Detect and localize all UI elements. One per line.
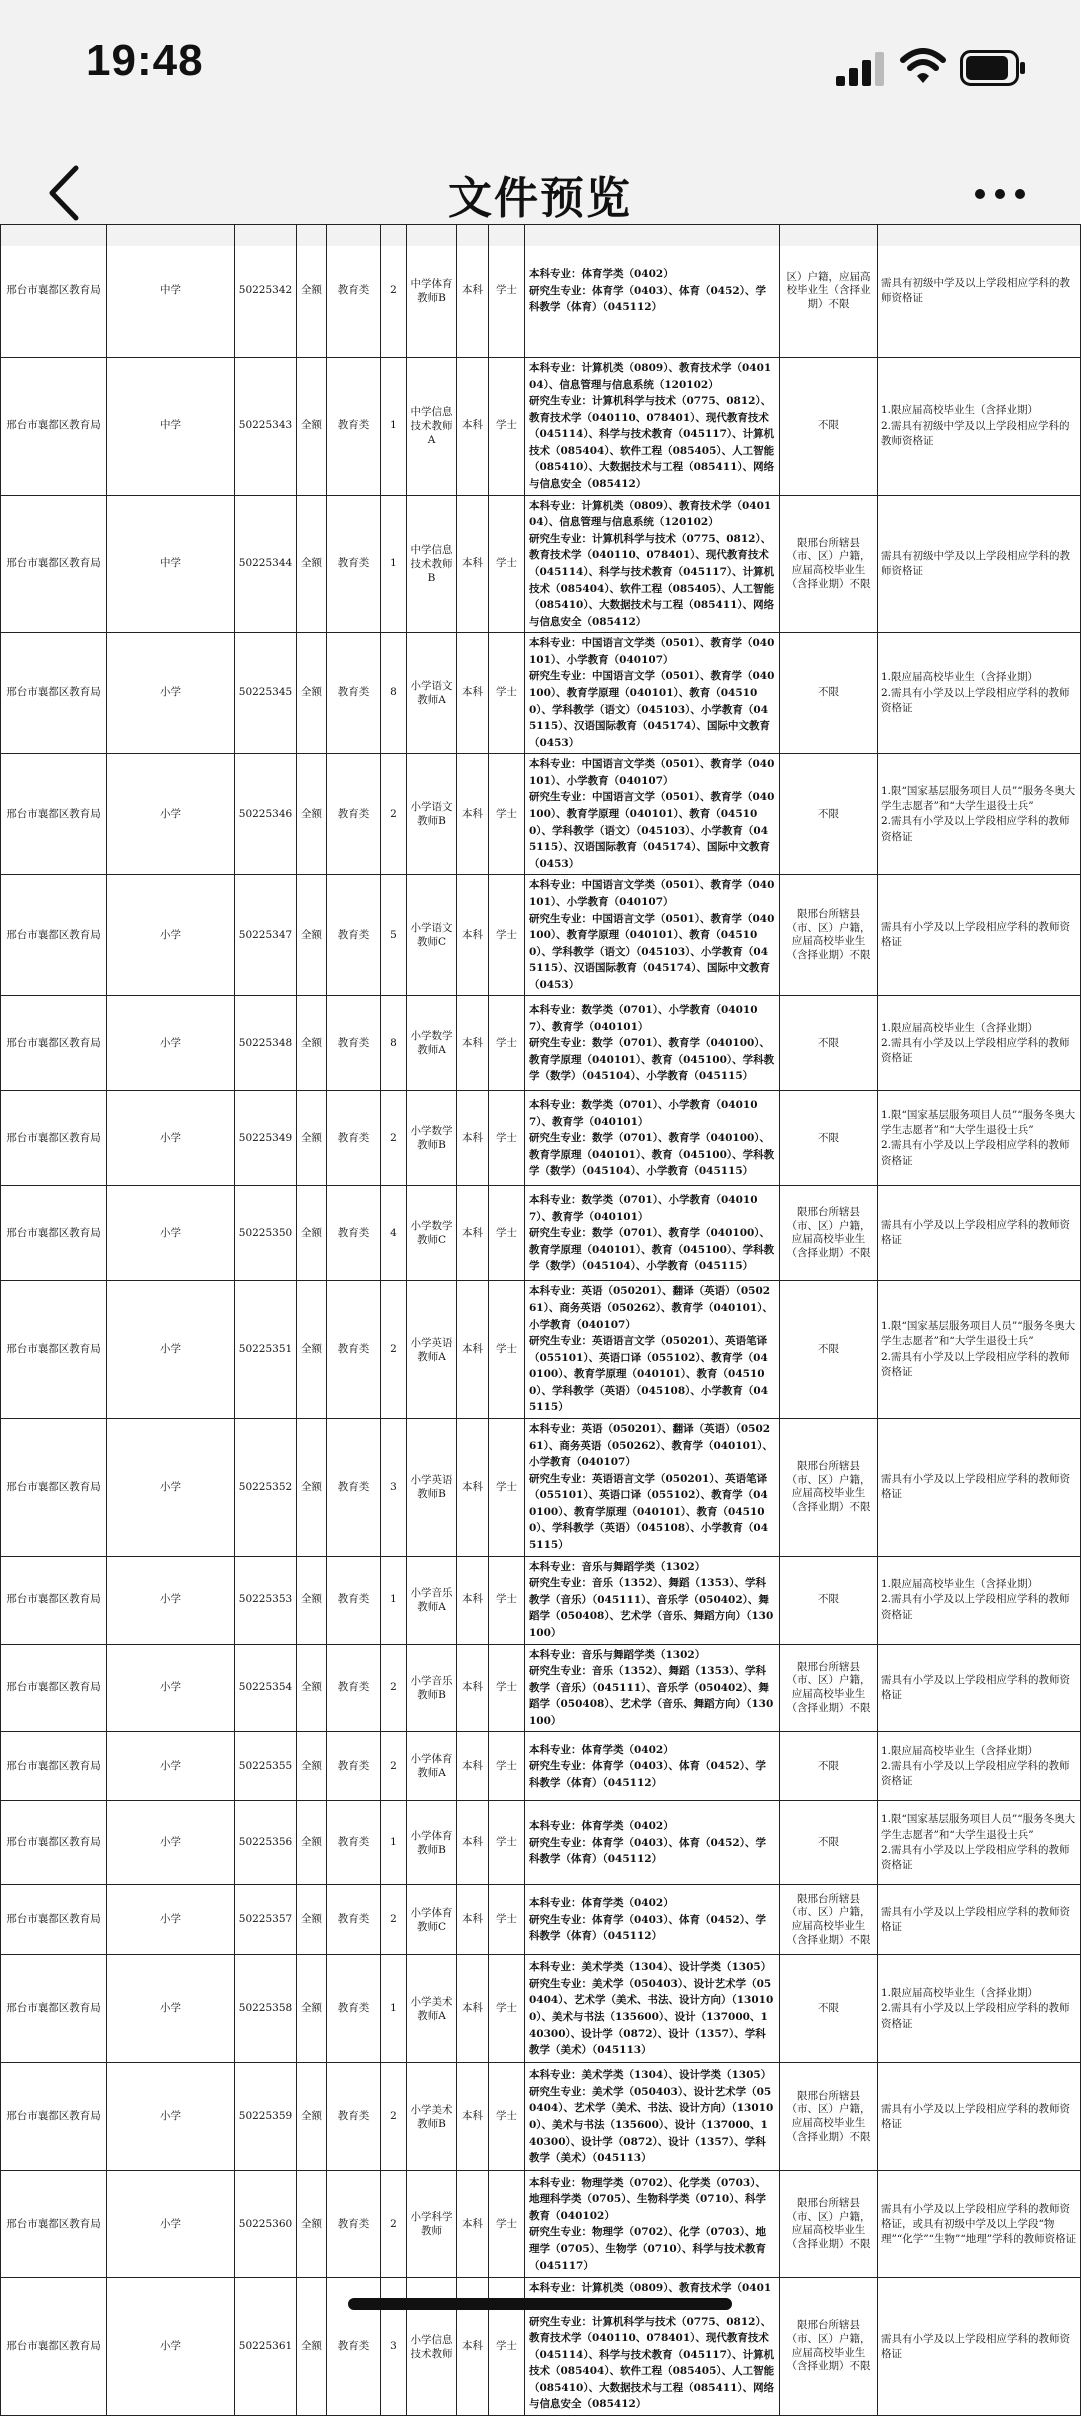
cell-post: 小学音乐教师B [407, 1644, 457, 1732]
cell-edu: 本科 [457, 2278, 489, 2416]
cell-post: 中学信息技术教师B [407, 495, 457, 633]
cell-code: 50225357 [235, 1885, 297, 1955]
cell-code: 50225347 [235, 875, 297, 996]
table-row [1, 358, 1081, 496]
cell-level: 小学 [107, 1556, 235, 1644]
cell-cat: 教育类 [327, 633, 381, 754]
cell-edu: 本科 [457, 875, 489, 996]
cell-edu: 本科 [457, 225, 489, 358]
cell-major: 本科专业：英语（050201）、翻译（英语）（050261）、商务英语（050262）、教育学（040101）、小学教育（040107） 研究生专业：英语语言文学（050201）、英语笔译（055101）、英语口译（055102）、教育学（040100）、教育学原理（040101）、教育（045100）、学科教学（英语）（045108）、小学教育（045115） [525, 1419, 780, 1557]
cell-edu: 本科 [457, 1955, 489, 2063]
cell-edu: 本科 [457, 1186, 489, 1281]
cell-edu: 本科 [457, 1281, 489, 1419]
cell-num: 8 [381, 633, 407, 754]
cell-hukou: 限邢台所辖县（市、区）户籍，应届高校毕业生（含择业期）不限 [780, 1885, 878, 1955]
cell-fund: 全额 [297, 875, 327, 996]
cell-cat: 教育类 [327, 996, 381, 1091]
cell-cat: 教育类 [327, 1801, 381, 1885]
cell-num: 2 [381, 2171, 407, 2278]
cell-hukou: 不限 [780, 1556, 878, 1644]
cell-cat: 教育类 [327, 2278, 381, 2416]
cell-code: 50225348 [235, 996, 297, 1091]
cell-level: 小学 [107, 2171, 235, 2278]
cell-dept: 邢台市襄都区教育局 [1, 1732, 107, 1801]
cell-post: 小学语文教师C [407, 875, 457, 996]
cell-deg: 学士 [489, 1732, 525, 1801]
cell-post: 小学英语教师B [407, 1419, 457, 1557]
cell-num: 2 [381, 225, 407, 358]
cell-fund: 全额 [297, 1732, 327, 1801]
cell-fund: 全额 [297, 1556, 327, 1644]
cell-hukou: 不限 [780, 1091, 878, 1186]
cell-post: 小学数学教师C [407, 1186, 457, 1281]
cell-cat: 教育类 [327, 2063, 381, 2171]
cell-level: 小学 [107, 1955, 235, 2063]
cell-level: 小学 [107, 1186, 235, 1281]
cell-edu: 本科 [457, 996, 489, 1091]
cell-major: 本科专业：计算机类（0809）、教育技术学（0401 研究生专业：计算机科学与技术（0775、0812）、教育技术学（040110、078401）、现代教育技术（045114）、科学与技术教育（045117）、计算机技术（085404）、软件工程（085405）、人工智能（085410）、大数据技术与工程（085411）、网络与信息安全（085412） [525, 2278, 780, 2416]
cell-cat: 教育类 [327, 1281, 381, 1419]
table-row [1, 1644, 1081, 1732]
cell-deg: 学士 [489, 1419, 525, 1557]
cell-major: 本科专业：计算机类（0809）、教育技术学（040104）、信息管理与信息系统（120102） 研究生专业：计算机科学与技术（0775、0812）、教育技术学（040110、078401）、现代教育技术（045114）、科学与技术教育（045117）、计算机技术（085404）、软件工程（085405）、人工智能（085410）、大数据技术与工程（085411）、网络与信息安全（085412） [525, 495, 780, 633]
cell-deg: 学士 [489, 996, 525, 1091]
cell-hukou: 不限 [780, 633, 878, 754]
cell-edu: 本科 [457, 495, 489, 633]
document-preview[interactable] [0, 246, 1080, 2411]
more-options-icon[interactable] [972, 184, 1028, 204]
cell-dept: 邢台市襄都区教育局 [1, 358, 107, 496]
cell-level: 小学 [107, 1419, 235, 1557]
cell-dept: 邢台市襄都区教育局 [1, 754, 107, 875]
cell-dept: 邢台市襄都区教育局 [1, 633, 107, 754]
cell-num: 3 [381, 2278, 407, 2416]
cell-major: 本科专业：中国语言文学类（0501）、教育学（040101）、小学教育（040107） 研究生专业：中国语言文学（0501）、教育学（040100）、教育学原理（040101）、教育（045100）、学科教学（语文）（045103）、小学教育（045115）、汉语国际教育（045174）、国际中文教育（0453） [525, 875, 780, 996]
cell-cat: 教育类 [327, 2171, 381, 2278]
cell-level: 中学 [107, 358, 235, 496]
cell-level: 小学 [107, 633, 235, 754]
cell-cat: 教育类 [327, 1885, 381, 1955]
cell-edu: 本科 [457, 1801, 489, 1885]
cell-deg: 学士 [489, 1644, 525, 1732]
cell-major: 本科专业：中国语言文学类（0501）、教育学（040101）、小学教育（040107） 研究生专业：中国语言文学（0501）、教育学（040100）、教育学原理（040101）、教育（045100）、学科教学（语文）（045103）、小学教育（045115）、汉语国际教育（045174）、国际中文教育（0453） [525, 754, 780, 875]
cell-hukou: 限邢台所辖县（市、区）户籍，应届高校毕业生（含择业期）不限 [780, 2063, 878, 2171]
cell-post: 小学数学教师B [407, 1091, 457, 1186]
cell-post: 小学体育教师B [407, 1801, 457, 1885]
cell-req: 需具有小学及以上学段相应学科的教师资格证 [878, 1419, 1081, 1557]
cell-code: 50225354 [235, 1644, 297, 1732]
table-row [1, 1955, 1081, 2063]
cell-fund: 全额 [297, 2171, 327, 2278]
cell-num: 2 [381, 1091, 407, 1186]
cell-level: 小学 [107, 1885, 235, 1955]
cell-fund: 全额 [297, 1644, 327, 1732]
cell-cat: 教育类 [327, 1955, 381, 2063]
cell-cat: 教育类 [327, 358, 381, 496]
cell-fund: 全额 [297, 633, 327, 754]
status-bar [0, 0, 1080, 140]
cell-post: 小学体育教师C [407, 1885, 457, 1955]
cell-num: 4 [381, 1186, 407, 1281]
cell-edu: 本科 [457, 754, 489, 875]
table-row [1, 2171, 1081, 2278]
cell-fund: 全额 [297, 996, 327, 1091]
cell-post: 小学语文教师A [407, 633, 457, 754]
cell-req: 需具有小学及以上学段相应学科的教师资格证 [878, 875, 1081, 996]
cell-post: 小学英语教师A [407, 1281, 457, 1419]
cell-post: 中学体育教师B [407, 225, 457, 358]
cell-code: 50225349 [235, 1091, 297, 1186]
cell-deg: 学士 [489, 1801, 525, 1885]
cell-code: 50225350 [235, 1186, 297, 1281]
cell-req: 1.限应届高校毕业生（含择业期） 2.需具有小学及以上学段相应学科的教师资格证 [878, 1732, 1081, 1801]
cell-major: 本科专业：体育学类（0402） 研究生专业：体育学（0403）、体育（0452）、学科教学（体育）（045112） [525, 225, 780, 358]
cell-hukou: 不限 [780, 1732, 878, 1801]
cell-deg: 学士 [489, 2171, 525, 2278]
cell-num: 1 [381, 1801, 407, 1885]
cell-req: 1.限“国家基层服务项目人员”“服务冬奥大学生志愿者”和“大学生退役士兵” 2.需具有小学及以上学段相应学科的教师资格证 [878, 754, 1081, 875]
cell-dept: 邢台市襄都区教育局 [1, 1281, 107, 1419]
cell-hukou: 不限 [780, 1801, 878, 1885]
cell-num: 8 [381, 996, 407, 1091]
cell-dept: 邢台市襄都区教育局 [1, 2171, 107, 2278]
cell-deg: 学士 [489, 1186, 525, 1281]
cell-major: 本科专业：美术学类（1304）、设计学类（1305） 研究生专业：美术学（050403）、设计艺术学（050404）、艺术学（美术、书法、设计方向）（130100）、美术与书法（135600）、设计（137000、140300）、设计学（0872）、设计（1357）、学科教学（美术）（045113） [525, 1955, 780, 2063]
cell-code: 50225355 [235, 1732, 297, 1801]
cell-dept: 邢台市襄都区教育局 [1, 1186, 107, 1281]
table-row [1, 1186, 1081, 1281]
cell-req: 需具有小学及以上学段相应学科的教师资格证 [878, 2063, 1081, 2171]
cell-code: 50225345 [235, 633, 297, 754]
cell-cat: 教育类 [327, 1419, 381, 1557]
cell-req: 需具有小学及以上学段相应学科的教师资格证，或具有初级中学及以上学段“物理”“化学”“生物”“地理”学科的教师资格证 [878, 2171, 1081, 2278]
cell-hukou: 限邢台所辖县（市、区）户籍，应届高校毕业生（含择业期）不限 [780, 2171, 878, 2278]
cell-deg: 学士 [489, 1556, 525, 1644]
cell-req: 1.限应届高校毕业生（含择业期） 2.需具有小学及以上学段相应学科的教师资格证 [878, 1955, 1081, 2063]
cell-major: 本科专业：英语（050201）、翻译（英语）（050261）、商务英语（050262）、教育学（040101）、小学教育（040107） 研究生专业：英语语言文学（050201）、英语笔译（055101）、英语口译（055102）、教育学（040100）、教育学原理（040101）、教育（045100）、学科教学（英语）（045108）、小学教育（045115） [525, 1281, 780, 1419]
status-time: 19:48 [86, 36, 204, 85]
table-row [1, 1281, 1081, 1419]
cell-fund: 全额 [297, 1419, 327, 1557]
cell-code: 50225358 [235, 1955, 297, 2063]
cell-fund: 全额 [297, 2278, 327, 2416]
table-row [1, 2063, 1081, 2171]
cell-code: 50225359 [235, 2063, 297, 2171]
cell-edu: 本科 [457, 1419, 489, 1557]
cell-num: 2 [381, 1281, 407, 1419]
cell-fund: 全额 [297, 1281, 327, 1419]
cell-code: 50225344 [235, 495, 297, 633]
cell-level: 小学 [107, 996, 235, 1091]
table-row [1, 633, 1081, 754]
cell-dept: 邢台市襄都区教育局 [1, 875, 107, 996]
cell-code: 50225346 [235, 754, 297, 875]
cell-cat: 教育类 [327, 1556, 381, 1644]
cell-req: 需具有初级中学及以上学段相应学科的教师资格证 [878, 225, 1081, 358]
cell-num: 2 [381, 1644, 407, 1732]
cell-major: 本科专业：中国语言文学类（0501）、教育学（040101）、小学教育（040107） 研究生专业：中国语言文学（0501）、教育学（040100）、教育学原理（040101）、教育（045100）、学科教学（语文）（045103）、小学教育（045115）、汉语国际教育（045174）、国际中文教育（0453） [525, 633, 780, 754]
cell-code: 50225361 [235, 2278, 297, 2416]
cell-req: 需具有小学及以上学段相应学科的教师资格证 [878, 1186, 1081, 1281]
cell-deg: 学士 [489, 2063, 525, 2171]
cell-post: 小学信息技术教师 [407, 2278, 457, 2416]
cell-deg: 学士 [489, 358, 525, 496]
cell-post: 小学语文教师B [407, 754, 457, 875]
cell-dept: 邢台市襄都区教育局 [1, 495, 107, 633]
battery-icon [960, 50, 1026, 86]
cell-req: 1.限“国家基层服务项目人员”“服务冬奥大学生志愿者”和“大学生退役士兵” 2.需具有小学及以上学段相应学科的教师资格证 [878, 1281, 1081, 1419]
cell-code: 50225356 [235, 1801, 297, 1885]
cell-num: 2 [381, 1885, 407, 1955]
cell-hukou: 限邢台所辖县（市、区）户籍，应届高校毕业生（含择业期）不限 [780, 2278, 878, 2416]
cell-edu: 本科 [457, 1732, 489, 1801]
cell-edu: 本科 [457, 1885, 489, 1955]
table-row [1, 225, 1081, 358]
cell-deg: 学士 [489, 1955, 525, 2063]
cell-level: 中学 [107, 495, 235, 633]
cell-code: 50225360 [235, 2171, 297, 2278]
cell-req: 1.限应届高校毕业生（含择业期） 2.需具有小学及以上学段相应学科的教师资格证 [878, 996, 1081, 1091]
cell-major: 本科专业：音乐与舞蹈学类（1302） 研究生专业：音乐（1352）、舞蹈（1353）、学科教学（音乐）（045111）、音乐学（050402）、舞蹈学（050408）、艺术学（音乐、舞蹈方向）（130100） [525, 1644, 780, 1732]
cell-major: 本科专业：数学类（0701）、小学教育（040107）、教育学（040101） 研究生专业：数学（0701）、教育学（040100）、教育学原理（040101）、教育（045100）、学科教学（数学）（045104）、小学教育（045115） [525, 1186, 780, 1281]
cell-hukou: 不限 [780, 754, 878, 875]
cell-num: 2 [381, 2063, 407, 2171]
cell-post: 小学体育教师A [407, 1732, 457, 1801]
cell-level: 小学 [107, 1801, 235, 1885]
cell-fund: 全额 [297, 2063, 327, 2171]
cell-hukou: 限邢台所辖县（市、区）户籍，应届高校毕业生（含择业期）不限 [780, 1186, 878, 1281]
cell-hukou: 区）户籍，应届高校毕业生（含择业期）不限 [780, 225, 878, 358]
cell-dept: 邢台市襄都区教育局 [1, 1091, 107, 1186]
cell-post: 小学美术教师B [407, 2063, 457, 2171]
cell-major: 本科专业：音乐与舞蹈学类（1302） 研究生专业：音乐（1352）、舞蹈（1353）、学科教学（音乐）（045111）、音乐学（050402）、舞蹈学（050408）、艺术学（音乐、舞蹈方向）（130100） [525, 1556, 780, 1644]
cell-hukou: 限邢台所辖县（市、区）户籍，应届高校毕业生（含择业期）不限 [780, 495, 878, 633]
table-row [1, 1419, 1081, 1557]
cell-level: 小学 [107, 1644, 235, 1732]
cell-dept: 邢台市襄都区教育局 [1, 1644, 107, 1732]
cell-level: 小学 [107, 1091, 235, 1186]
cell-hukou: 不限 [780, 358, 878, 496]
cell-cat: 教育类 [327, 1644, 381, 1732]
cell-level: 小学 [107, 1732, 235, 1801]
cell-post: 小学美术教师A [407, 1955, 457, 2063]
cell-level: 小学 [107, 1281, 235, 1419]
cell-hukou: 限邢台所辖县（市、区）户籍，应届高校毕业生（含择业期）不限 [780, 875, 878, 996]
cell-deg: 学士 [489, 1885, 525, 1955]
cell-level: 小学 [107, 754, 235, 875]
cell-major: 本科专业：数学类（0701）、小学教育（040107）、教育学（040101） 研究生专业：数学（0701）、教育学（040100）、教育学原理（040101）、教育（045100）、学科教学（数学）（045104）、小学教育（045115） [525, 996, 780, 1091]
cell-level: 小学 [107, 2278, 235, 2416]
cell-dept: 邢台市襄都区教育局 [1, 1955, 107, 2063]
cell-post: 中学信息技术教师A [407, 358, 457, 496]
cell-req: 需具有小学及以上学段相应学科的教师资格证 [878, 2278, 1081, 2416]
cell-req: 需具有小学及以上学段相应学科的教师资格证 [878, 1885, 1081, 1955]
cell-major: 本科专业：计算机类（0809）、教育技术学（040104）、信息管理与信息系统（120102） 研究生专业：计算机科学与技术（0775、0812）、教育技术学（040110、078401）、现代教育技术（045114）、科学与技术教育（045117）、计算机技术（085404）、软件工程（085405）、人工智能（085410）、大数据技术与工程（085411）、网络与信息安全（085412） [525, 358, 780, 496]
cell-cat: 教育类 [327, 1186, 381, 1281]
cell-post: 小学音乐教师A [407, 1556, 457, 1644]
table-row [1, 1091, 1081, 1186]
cell-num: 5 [381, 875, 407, 996]
cell-level: 小学 [107, 875, 235, 996]
table-row [1, 1801, 1081, 1885]
cell-major: 本科专业：体育学类（0402） 研究生专业：体育学（0403）、体育（0452）、学科教学（体育）（045112） [525, 1732, 780, 1801]
cell-req: 1.限应届高校毕业生（含择业期） 2.需具有初级中学及以上学段相应学科的教师资格证 [878, 358, 1081, 496]
cell-cat: 教育类 [327, 495, 381, 633]
cell-edu: 本科 [457, 1644, 489, 1732]
cell-deg: 学士 [489, 2278, 525, 2416]
cell-fund: 全额 [297, 1955, 327, 2063]
cell-dept: 邢台市襄都区教育局 [1, 1885, 107, 1955]
cellular-signal-icon [836, 52, 886, 86]
cell-fund: 全额 [297, 225, 327, 358]
cell-edu: 本科 [457, 358, 489, 496]
cell-dept: 邢台市襄都区教育局 [1, 1556, 107, 1644]
cell-deg: 学士 [489, 495, 525, 633]
table-row [1, 1885, 1081, 1955]
cell-fund: 全额 [297, 1801, 327, 1885]
cell-dept: 邢台市襄都区教育局 [1, 2278, 107, 2416]
wifi-icon [900, 46, 946, 86]
cell-dept: 邢台市襄都区教育局 [1, 2063, 107, 2171]
cell-deg: 学士 [489, 1281, 525, 1419]
cell-major: 本科专业：体育学类（0402） 研究生专业：体育学（0403）、体育（0452）、学科教学（体育）（045112） [525, 1885, 780, 1955]
cell-deg: 学士 [489, 633, 525, 754]
cell-major: 本科专业：体育学类（0402） 研究生专业：体育学（0403）、体育（0452）、学科教学（体育）（045112） [525, 1801, 780, 1885]
cell-num: 1 [381, 495, 407, 633]
table-row [1, 875, 1081, 996]
cell-major: 本科专业：数学类（0701）、小学教育（040107）、教育学（040101） 研究生专业：数学（0701）、教育学（040100）、教育学原理（040101）、教育（045100）、学科教学（数学）（045104）、小学教育（045115） [525, 1091, 780, 1186]
cell-deg: 学士 [489, 754, 525, 875]
cell-hukou: 不限 [780, 1281, 878, 1419]
page-title: 文件预览 [448, 173, 632, 224]
cell-level: 小学 [107, 2063, 235, 2171]
cell-dept: 邢台市襄都区教育局 [1, 996, 107, 1091]
cell-hukou: 限邢台所辖县（市、区）户籍，应届高校毕业生（含择业期）不限 [780, 1644, 878, 1732]
cell-req: 需具有初级中学及以上学段相应学科的教师资格证 [878, 495, 1081, 633]
cell-hukou: 限邢台所辖县（市、区）户籍，应届高校毕业生（含择业期）不限 [780, 1419, 878, 1557]
cell-edu: 本科 [457, 633, 489, 754]
cell-edu: 本科 [457, 2063, 489, 2171]
cell-num: 1 [381, 1955, 407, 2063]
cell-fund: 全额 [297, 495, 327, 633]
cell-cat: 教育类 [327, 875, 381, 996]
cell-fund: 全额 [297, 1091, 327, 1186]
cell-cat: 教育类 [327, 225, 381, 358]
cell-major: 本科专业：美术学类（1304）、设计学类（1305） 研究生专业：美术学（050403）、设计艺术学（050404）、艺术学（美术、书法、设计方向）（130100）、美术与书法（135600）、设计（137000、140300）、设计学（0872）、设计（1357）、学科教学（美术）（045113） [525, 2063, 780, 2171]
cell-fund: 全额 [297, 1885, 327, 1955]
cell-edu: 本科 [457, 1556, 489, 1644]
cell-code: 50225353 [235, 1556, 297, 1644]
cell-edu: 本科 [457, 1091, 489, 1186]
cell-req: 1.限应届高校毕业生（含择业期） 2.需具有小学及以上学段相应学科的教师资格证 [878, 1556, 1081, 1644]
cell-deg: 学士 [489, 225, 525, 358]
cell-num: 1 [381, 1556, 407, 1644]
cell-major: 本科专业：物理学类（0702）、化学类（0703）、地理科学类（0705）、生物科学类（0710）、科学教育（040102） 研究生专业：物理学（0702）、化学（0703）、地理学（0705）、生物学（0710）、科学与技术教育（045117） [525, 2171, 780, 2278]
cell-fund: 全额 [297, 754, 327, 875]
cell-cat: 教育类 [327, 1732, 381, 1801]
cell-hukou: 不限 [780, 996, 878, 1091]
table-row [1, 754, 1081, 875]
cell-code: 50225342 [235, 225, 297, 358]
cell-edu: 本科 [457, 2171, 489, 2278]
cell-req: 1.限“国家基层服务项目人员”“服务冬奥大学生志愿者”和“大学生退役士兵” 2.需具有小学及以上学段相应学科的教师资格证 [878, 1801, 1081, 1885]
cell-num: 2 [381, 1732, 407, 1801]
table-row [1, 495, 1081, 633]
cell-dept: 邢台市襄都区教育局 [1, 1801, 107, 1885]
table-row [1, 1732, 1081, 1801]
cell-req: 1.限“国家基层服务项目人员”“服务冬奥大学生志愿者”和“大学生退役士兵” 2.需具有小学及以上学段相应学科的教师资格证 [878, 1091, 1081, 1186]
home-indicator [348, 2298, 732, 2310]
cell-dept: 邢台市襄都区教育局 [1, 1419, 107, 1557]
cell-level: 中学 [107, 225, 235, 358]
cell-fund: 全额 [297, 358, 327, 496]
cell-code: 50225352 [235, 1419, 297, 1557]
cell-deg: 学士 [489, 1091, 525, 1186]
cell-code: 50225351 [235, 1281, 297, 1419]
cell-num: 1 [381, 358, 407, 496]
cell-post: 小学科学教师 [407, 2171, 457, 2278]
cell-num: 3 [381, 1419, 407, 1557]
cell-fund: 全额 [297, 1186, 327, 1281]
cell-dept: 邢台市襄都区教育局 [1, 225, 107, 358]
cell-req: 1.限应届高校毕业生（含择业期） 2.需具有小学及以上学段相应学科的教师资格证 [878, 633, 1081, 754]
cell-hukou: 不限 [780, 1955, 878, 2063]
cell-num: 2 [381, 754, 407, 875]
cell-cat: 教育类 [327, 1091, 381, 1186]
table-row [1, 996, 1081, 1091]
cell-post: 小学数学教师A [407, 996, 457, 1091]
recruitment-table [0, 224, 1081, 2416]
cell-req: 需具有小学及以上学段相应学科的教师资格证 [878, 1644, 1081, 1732]
table-row [1, 1556, 1081, 1644]
cell-deg: 学士 [489, 875, 525, 996]
cell-cat: 教育类 [327, 754, 381, 875]
cell-code: 50225343 [235, 358, 297, 496]
